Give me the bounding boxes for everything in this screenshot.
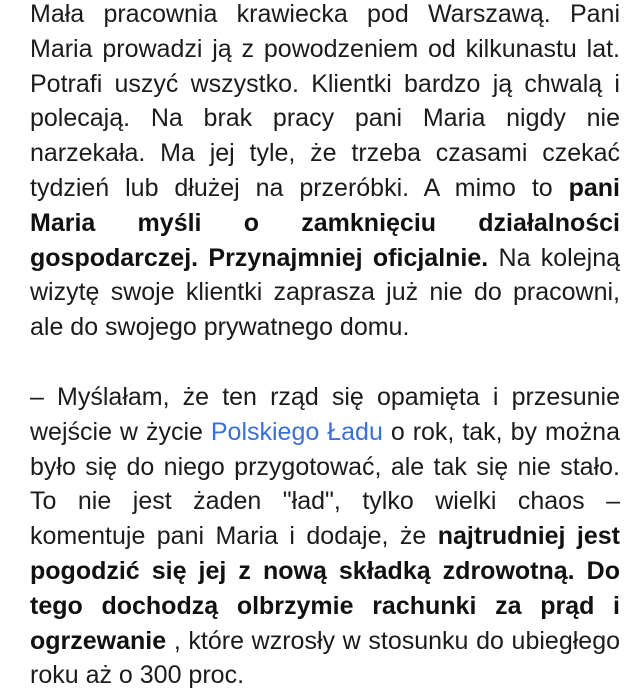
article-paragraph-2 bbox=[30, 380, 620, 693]
paragraph-2-intro: – Myślałam, że ten rząd się opamięta i przesunie wejście w życie bbox=[30, 382, 620, 446]
article-paragraph-1 bbox=[30, 0, 620, 345]
article-body bbox=[30, 0, 620, 693]
paragraph-1-bold-highlight: pani Maria myśli o zamknięciu działalności gospodarczej. Przynajmniej oficjalnie. bbox=[30, 173, 620, 272]
paragraph-1-intro: Mała pracownia krawiecka pod Warszawą. Pani Maria prowadzi ją z powodzeniem od kilkunastu lat. Potrafi uszyć wszystko. Klientki bardzo ją chwalą i polecają. Na brak pracy pani Maria nigdy nie narzekała. Ma jej tyle, że trzeba czasami czekać tydzień lub dłużej na przeróbki. A mimo to bbox=[30, 0, 620, 202]
paragraph-2-middle: o rok, tak, by można było się do niego przygotować, ale tak się nie stało. To nie jest żaden "ład", tylko wielki chaos – komentuje pani Maria i dodaje, że bbox=[30, 417, 620, 551]
paragraph-2-outro: , które wzrosły w stosunku do ubiegłego roku aż o 300 proc. bbox=[30, 626, 620, 690]
paragraph-2-bold-highlight: najtrudniej jest pogodzić się jej z nową składką zdrowotną. Do tego dochodzą olbrzymie rachunki za prąd i ogrzewanie bbox=[30, 522, 620, 655]
paragraph-1-outro: Na kolejną wizytę swoje klientki zaprasza już nie do pracowni, ale do swojego prywatnego domu. bbox=[30, 243, 620, 342]
polski-lad-link[interactable]: Polskiego Ładu bbox=[210, 417, 383, 446]
